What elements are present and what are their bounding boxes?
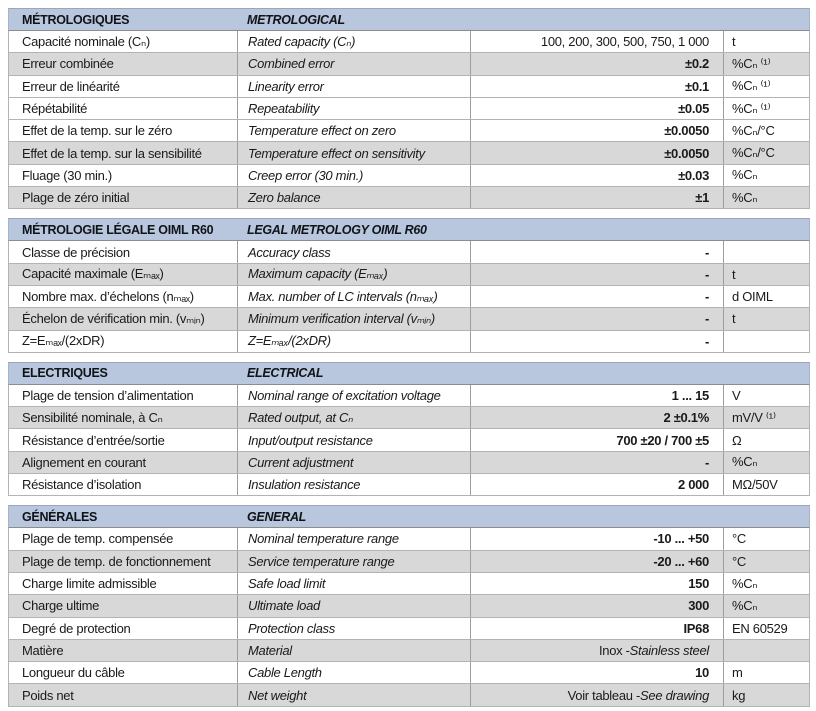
value-text: 2 ±0.1%: [663, 410, 709, 426]
spec-value: [470, 551, 723, 572]
section-header: [8, 8, 810, 31]
value-text: -: [704, 289, 709, 305]
spec-unit: °C: [723, 528, 809, 549]
spec-value: [470, 264, 723, 285]
spec-row: [8, 528, 810, 550]
value-text: 1 ... 15: [671, 388, 709, 403]
spec-value: [470, 474, 723, 495]
spec-unit: %Cₙ: [723, 595, 809, 616]
spec-value: [470, 120, 723, 141]
spec-row: [8, 595, 810, 617]
spec-row: [8, 98, 810, 120]
label-fr: Plage de tension d’alimentation: [22, 388, 194, 403]
value-text: Voir tableau -: [567, 687, 641, 703]
spec-value: [470, 98, 723, 119]
spec-unit: V: [723, 385, 809, 406]
spec-unit: MΩ/50V: [723, 474, 809, 495]
label-en: Ultimate load: [237, 595, 470, 616]
label-fr: Z=Eₘₐₓ/(2xDR): [22, 333, 105, 349]
spec-unit: %Cₙ ⁽¹⁾: [723, 76, 809, 97]
spec-unit: t: [723, 308, 809, 329]
value-text: -: [704, 244, 709, 260]
label-en: Insulation resistance: [237, 474, 470, 495]
section-title-fr: GÉNÉRALES: [22, 509, 98, 524]
spec-unit: %Cₙ: [723, 187, 809, 208]
label-en: Rated capacity (Cₙ): [237, 31, 470, 52]
spec-unit: Ω: [723, 429, 809, 450]
label-fr: Résistance d’isolation: [22, 477, 142, 493]
label-en: Combined error: [237, 53, 470, 74]
label-fr: Longueur du câble: [22, 665, 125, 681]
value-text: -: [704, 454, 709, 470]
label-fr: Capacité maximale (Eₘₐₓ): [22, 266, 164, 282]
spec-unit: %Cₙ: [723, 452, 809, 473]
spec-row: [8, 407, 810, 429]
label-fr: Matière: [22, 642, 64, 658]
label-fr: Alignement en courant: [22, 454, 146, 470]
spec-row: [8, 264, 810, 286]
spec-row: [8, 241, 810, 263]
label-en: Rated output, at Cₙ: [237, 407, 470, 428]
section-title-en: LEGAL METROLOGY OIML R60: [247, 222, 427, 237]
spec-row: [8, 308, 810, 330]
spec-row: [8, 551, 810, 573]
spec-unit: d OIML: [723, 286, 809, 307]
value-text: ±0.0050: [664, 145, 709, 161]
spec-value: [470, 76, 723, 97]
label-en: Linearity error: [237, 76, 470, 97]
spec-row: [8, 385, 810, 407]
spec-unit: %Cₙ: [723, 573, 809, 594]
spec-unit: m: [723, 662, 809, 683]
label-en: Max. number of LC intervals (nₘₐₓ): [237, 286, 470, 307]
spec-value: [470, 407, 723, 428]
label-fr: Fluage (30 min.): [22, 167, 112, 183]
label-en: Protection class: [237, 618, 470, 639]
label-fr: Erreur combinée: [22, 56, 114, 72]
spec-unit: kg: [723, 684, 809, 705]
value-text: -20 ... +60: [653, 553, 709, 569]
spec-unit: %Cₙ ⁽¹⁾: [723, 53, 809, 74]
section-title-en: ELECTRICAL: [247, 366, 324, 381]
label-en: Zero balance: [237, 187, 470, 208]
value-text: Inox -: [598, 642, 630, 658]
value-text-italic: Stainless steel: [629, 642, 709, 658]
label-en: Accuracy class: [237, 241, 470, 262]
section-title-en: GENERAL: [247, 509, 307, 524]
section-title-fr: ELECTRIQUES: [22, 366, 108, 381]
spec-value: [470, 595, 723, 616]
spec-row: [8, 474, 810, 496]
label-fr: Erreur de linéarité: [22, 78, 120, 94]
value-text: 300: [688, 598, 709, 614]
spec-value: [470, 618, 723, 639]
spec-value: [470, 528, 723, 549]
spec-value: [470, 31, 723, 52]
value-text: ±0.05: [678, 101, 709, 117]
label-en: Creep error (30 min.): [237, 165, 470, 186]
label-fr: Charge limite admissible: [22, 576, 157, 592]
spec-value: [470, 331, 723, 352]
label-fr: Classe de précision: [22, 244, 130, 260]
spec-row: [8, 53, 810, 75]
section-electriques: [8, 362, 810, 496]
label-en: Input/output resistance: [237, 429, 470, 450]
spec-row: [8, 640, 810, 662]
value-text: IP68: [683, 620, 709, 636]
label-fr: Résistance d’entrée/sortie: [22, 432, 165, 448]
section-metrologiques: [8, 8, 810, 209]
spec-row: [8, 452, 810, 474]
value-text: 150: [688, 576, 709, 592]
value-text: ±0.0050: [664, 123, 709, 139]
spec-value: [470, 53, 723, 74]
spec-value: [470, 662, 723, 683]
value-text: ±1: [695, 190, 709, 206]
value-text: -: [704, 333, 709, 349]
label-en: Net weight: [237, 684, 470, 705]
spec-row: [8, 286, 810, 308]
spec-unit: %Cₙ ⁽¹⁾: [723, 98, 809, 119]
value-text: 100, 200, 300, 500, 750, 1 000: [540, 34, 709, 50]
label-fr: Nombre max. d’échelons (nₘₐₓ): [22, 288, 194, 304]
section-header: [8, 362, 810, 385]
spec-row: [8, 684, 810, 706]
spec-unit: %Cₙ/°C: [723, 120, 809, 141]
spec-unit: [723, 331, 809, 352]
label-fr: Plage de zéro initial: [22, 190, 130, 206]
spec-value: [470, 684, 723, 705]
label-en: Minimum verification interval (vₘᵢₙ): [237, 308, 470, 329]
spec-row: [8, 618, 810, 640]
spec-row: [8, 120, 810, 142]
spec-value: [470, 241, 723, 262]
label-en: Material: [237, 640, 470, 661]
spec-unit: %Cₙ/°C: [723, 142, 809, 163]
section-title-fr: MÉTROLOGIE LÉGALE OIML R60: [22, 222, 214, 237]
section-generales: [8, 505, 810, 706]
section-metrologie-legale: [8, 218, 810, 352]
value-text: ±0.03: [678, 167, 709, 183]
spec-row: [8, 165, 810, 187]
label-fr: Sensibilité nominale, à Cₙ: [22, 409, 163, 425]
label-fr: Poids net: [22, 687, 74, 703]
spec-value: [470, 286, 723, 307]
spec-row: [8, 76, 810, 98]
label-fr: Échelon de vérification min. (vₘᵢₙ): [22, 310, 205, 326]
spec-value: [470, 573, 723, 594]
value-text: -10 ... +50: [653, 531, 709, 547]
section-title-en: METROLOGICAL: [247, 12, 345, 27]
spec-unit: mV/V ⁽¹⁾: [723, 407, 809, 428]
label-en: Service temperature range: [237, 551, 470, 572]
label-en: Nominal range of excitation voltage: [237, 385, 470, 406]
spec-value: [470, 308, 723, 329]
spec-unit: [723, 640, 809, 661]
spec-row: [8, 187, 810, 209]
label-fr: Effet de la temp. sur la sensibilité: [22, 145, 202, 161]
spec-value: [470, 452, 723, 473]
spec-unit: %Cₙ: [723, 165, 809, 186]
label-en: Temperature effect on sensitivity: [237, 142, 470, 163]
label-fr: Effet de la temp. sur le zéro: [22, 123, 173, 139]
label-en: Cable Length: [237, 662, 470, 683]
section-header: [8, 218, 810, 241]
spec-value: [470, 165, 723, 186]
spec-row: [8, 31, 810, 53]
spec-row: [8, 331, 810, 353]
label-en: Current adjustment: [237, 452, 470, 473]
label-en: Nominal temperature range: [237, 528, 470, 549]
spec-row: [8, 429, 810, 451]
label-fr: Répétabilité: [22, 101, 88, 117]
label-fr: Capacité nominale (Cₙ): [22, 33, 150, 49]
label-en: Repeatability: [237, 98, 470, 119]
value-text: 700 ±20 / 700 ±5: [616, 432, 709, 448]
value-text: -: [704, 266, 709, 282]
value-text: ±0.1: [684, 78, 709, 94]
value-text-italic: See drawing: [640, 687, 709, 703]
spec-unit: t: [723, 31, 809, 52]
value-text: ±0.2: [684, 56, 709, 72]
value-text: -: [704, 311, 709, 327]
label-en: Maximum capacity (Eₘₐₓ): [237, 264, 470, 285]
value-text: 10: [695, 665, 709, 681]
label-en: Z=Eₘₐₓ/(2xDR): [237, 331, 470, 352]
spec-row: [8, 142, 810, 164]
label-en: Safe load limit: [237, 573, 470, 594]
spec-row: [8, 662, 810, 684]
value-text: 2 000: [677, 477, 709, 493]
spec-value: [470, 385, 723, 406]
spec-row: [8, 573, 810, 595]
label-fr: Plage de temp. compensée: [22, 531, 174, 547]
label-fr: Charge ultime: [22, 598, 100, 614]
spec-unit: EN 60529: [723, 618, 809, 639]
spec-unit: t: [723, 264, 809, 285]
label-fr: Degré de protection: [22, 620, 131, 636]
section-title-fr: MÉTROLOGIQUES: [22, 12, 130, 27]
spec-unit: °C: [723, 551, 809, 572]
label-en: Temperature effect on zero: [237, 120, 470, 141]
spec-value: [470, 640, 723, 661]
spec-unit: [723, 241, 809, 262]
spec-value: [470, 429, 723, 450]
label-fr: Plage de temp. de fonctionnement: [22, 553, 211, 569]
spec-value: [470, 142, 723, 163]
spec-value: [470, 187, 723, 208]
section-header: [8, 505, 810, 528]
